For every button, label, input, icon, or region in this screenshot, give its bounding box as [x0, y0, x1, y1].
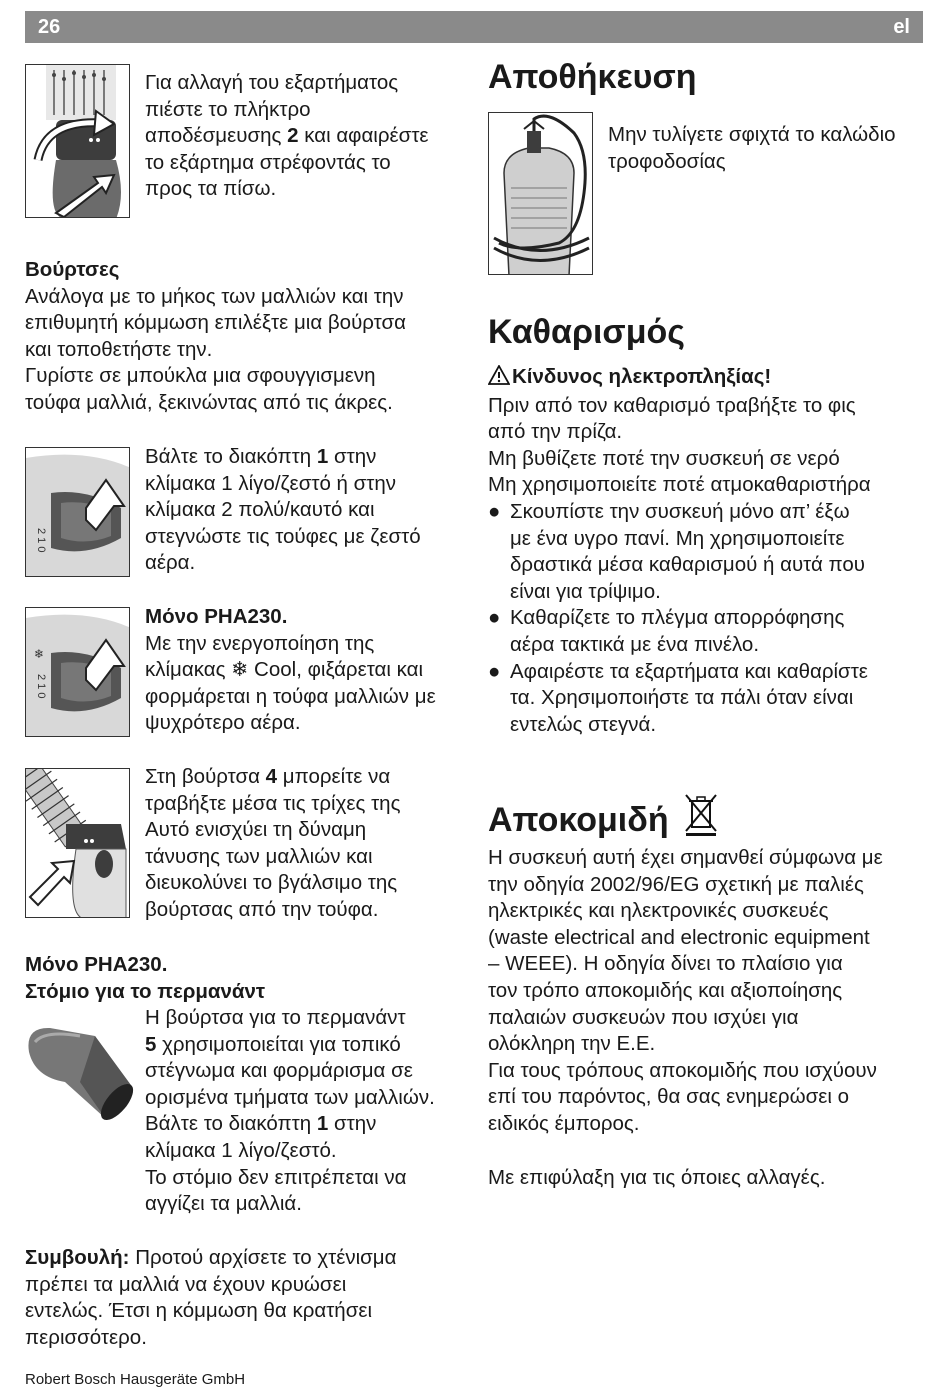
list-item: ● Καθαρίζετε το πλέγμα απορρόφησης αέρα τακτικά με ένα πινέλο.	[488, 606, 845, 656]
text-line: Η βούρτσα για το περμανάντ	[145, 1006, 406, 1029]
svg-text:2 1 0: 2 1 0	[35, 674, 47, 699]
attachment-change-text	[145, 70, 465, 203]
cool-switch-illustration	[25, 607, 130, 737]
text-line: Βάλτε το διακόπτη 1 στην	[145, 445, 377, 468]
text-line: Για αλλαγή του εξαρτήματος	[145, 71, 399, 94]
text-line: κλίμακα 1 λίγο/ζεστό.	[145, 1138, 337, 1162]
text-line: προς τα πίσω.	[145, 177, 277, 201]
list-item: ● Σκουπίστε την συσκευή μόνο απ’ έξω με ένα υγρο πανί. Μη χρησιμοποιείτε δραστικά μέσα καθαρισμού ή αυτά που είναι για τρίψιμο.	[488, 499, 865, 603]
brush-4-text	[145, 764, 465, 924]
cleaning-title: Καθαρισμός	[488, 313, 685, 351]
text-line: κλίμακα 1 λίγο/ζεστό ή στην	[145, 471, 397, 495]
bullet-dot-icon: ●	[488, 499, 501, 523]
retractable-brush-illustration	[25, 768, 130, 918]
text-line: Βάλτε το διακόπτη 1 στην	[145, 1112, 377, 1136]
brushes-section	[25, 257, 465, 417]
tip-section	[25, 1245, 465, 1351]
svg-text:2 1 0: 2 1 0	[35, 528, 47, 553]
cleaning-section	[488, 364, 928, 738]
text-line: βούρτσας από την τούφα.	[145, 897, 379, 921]
text-line: τραβήξτε μέσα τις τρίχες της	[145, 791, 401, 815]
text-line: κλίμακα 2 πολύ/καυτό και	[145, 498, 375, 522]
disposal-section: Η συσκευή αυτή έχει σημανθεί σύμφωνα με την οδηγία 2002/96/EG σχετική με παλιές ηλεκτρικές και ηλεκτρονικές συσκευές (waste electrical and electronic equipment – WEEE). Η οδηγία δίνει το πλαίσιο για τον τρόπο αποκομιδής και αξιοποίησης παλαιών συσκευών που ισχύει για ολόκληρη την Ε.Ε. Για τους τρόπους αποκομιδής που ισχύουν επί του παρόντος, θα σας ενημερώσει ο ειδικός έμπορος.	[488, 846, 883, 1135]
text-line: Στη βούρτσα 4 μπορείτε να	[145, 765, 391, 788]
text-line: Πριν από τον καθαρισμό τραβήξτε το φις	[488, 393, 856, 417]
text-line: πιέστε το πλήκτρο	[145, 97, 311, 121]
language-code: el	[893, 16, 910, 38]
bullet-dot-icon: ●	[488, 659, 501, 683]
perm-heading	[25, 952, 465, 1005]
text-line: Μη χρησιμοποιείτε ποτέ ατμοκαθαριστήρα	[488, 473, 871, 497]
text-line: Συμβουλή: Προτού αρχίσετε το χτένισμα	[25, 1246, 397, 1269]
text-line: διευκολύνει το βγάλσιμο της	[145, 871, 398, 895]
text-line: Γυρίστε σε μπούκλα μια σφουγγισμενη	[25, 364, 376, 388]
bullet-dot-icon: ●	[488, 606, 501, 630]
snowflake-icon: ❄	[231, 658, 249, 682]
warning-triangle-icon	[488, 365, 512, 393]
tip-label: Συμβουλή:	[25, 1246, 130, 1269]
cord-storage-illustration	[488, 112, 593, 275]
text-line: Μην τυλίγετε σφιχτά το καλώδιο	[608, 123, 896, 146]
text-line: το εξάρτημα στρέφοντάς το	[145, 150, 391, 174]
switch-illustration	[25, 447, 130, 577]
text-line: τάνυσης των μαλλιών και	[145, 844, 373, 868]
text-line: αγγίζει τα μαλλιά.	[145, 1192, 302, 1216]
attachment-release-illustration	[25, 64, 130, 218]
cleaning-bullet-list	[488, 499, 928, 738]
text-line: Με την ενεργοποίηση της	[145, 631, 375, 655]
text-line: φορμάρεται η τούφα μαλλιών με	[145, 684, 436, 708]
text-line: Αυτό ενισχύει τη δύναμη	[145, 818, 367, 842]
storage-text	[608, 122, 928, 175]
danger-warning: Κίνδυνος ηλεκτροπληξίας!	[488, 364, 928, 393]
text-line: στέγνωμα και φορμάρισμα σε	[145, 1059, 413, 1083]
text-line: αέρα.	[145, 551, 196, 575]
text-line: επιθυμητή κόμμωση επιλέξτε μια βούρτσα	[25, 311, 406, 335]
svg-text:❄: ❄	[34, 647, 45, 661]
text-line: περισσότερο.	[25, 1325, 147, 1349]
text-line: ορισμένα τμήματα των μαλλιών.	[145, 1085, 435, 1109]
text-line: Ανάλογα με το μήκος των μαλλιών και την	[25, 284, 404, 308]
list-item: ● Αφαιρέστε τα εξαρτήματα και καθαρίστε τα. Χρησιμοποιήστε τα πάλι όταν είναι εντελώς στεγνά.	[488, 659, 868, 736]
perm-nozzle-text	[145, 1005, 465, 1218]
page-number: 26	[38, 16, 61, 38]
text-line: τροφοδοσίας	[608, 149, 726, 173]
footer-company: Robert Bosch Hausgeräte GmbH	[25, 1371, 246, 1388]
switch-text	[145, 444, 465, 577]
text-line: κλίμακας ❄ Cool, φιξάρεται και	[145, 658, 424, 682]
text-line: αποδέσμευσης 2 και αφαιρέστε	[145, 124, 429, 148]
perm-heading-title: Στόμιο για το περμανάντ	[25, 979, 266, 1003]
text-line: Το στόμιο δεν επιτρέπεται να	[145, 1165, 407, 1189]
text-line: Μη βυθίζετε ποτέ την συσκευή σε νερό	[488, 446, 840, 470]
perm-heading-model: Μόνο PHA230.	[25, 953, 168, 976]
perm-nozzle-illustration	[25, 1022, 135, 1122]
page-header-bar	[25, 11, 923, 43]
brushes-heading: Βούρτσες	[25, 258, 120, 281]
text-line: πρέπει τα μαλλιά να έχουν κρυώσει	[25, 1272, 347, 1296]
reserve-note: Με επιφύλαξη για τις όποιες αλλαγές.	[488, 1166, 826, 1189]
storage-title: Αποθήκευση	[488, 58, 697, 96]
text-line: και τοποθετήστε την.	[25, 337, 213, 361]
text-line: ψυχρότερο αέρα.	[145, 711, 301, 735]
text-line: τούφα μαλλιά, ξεκινώντας από τις άκρες.	[25, 390, 393, 414]
cool-mode-text	[145, 604, 465, 737]
text-line: 5 χρησιμοποιείται για τοπικό	[145, 1032, 401, 1056]
crossed-out-bin-icon	[684, 793, 718, 846]
cool-heading: Μόνο PHA230.	[145, 605, 288, 628]
text-line: στεγνώστε τις τούφες με ζεστό	[145, 524, 421, 548]
text-line: εντελώς. Έτσι η κόμμωση θα κρατήσει	[25, 1299, 373, 1323]
text-line: από την πρίζα.	[488, 420, 623, 444]
disposal-title: Αποκομιδή	[488, 793, 718, 846]
